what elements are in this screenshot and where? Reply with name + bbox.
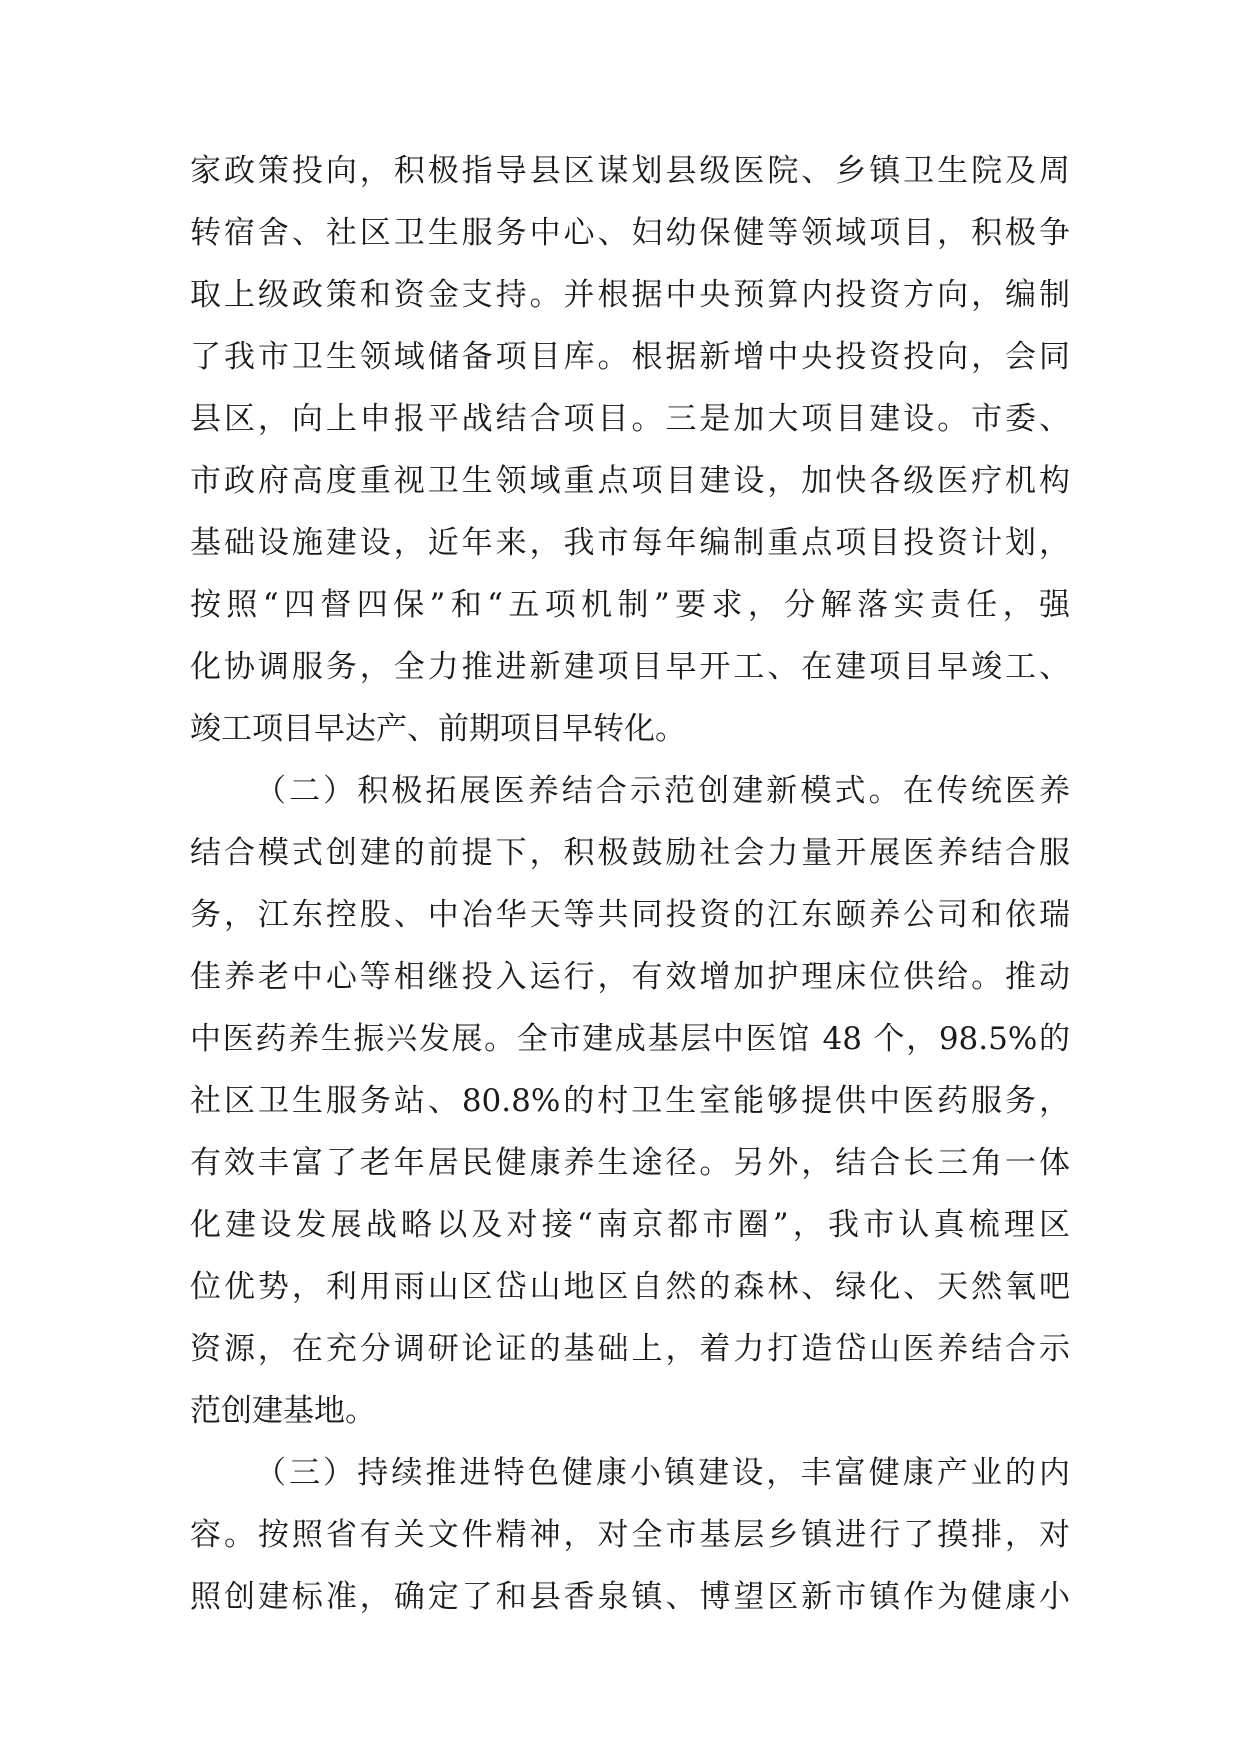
text-line: 结合模式创建的前提下，积极鼓励社会力量开展医养结合服 <box>190 835 1070 871</box>
text-line: 取上级政策和资金支持。并根据中央预算内投资方向，编制 <box>190 277 1070 313</box>
text-line: 按照“四督四保”和“五项机制”要求，分解落实责任，强 <box>190 587 1070 623</box>
text-line: 家政策投向，积极指导县区谋划县级医院、乡镇卫生院及周 <box>190 153 1070 189</box>
text-line: 务，江东控股、中冶华天等共同投资的江东颐养公司和依瑞 <box>190 897 1070 933</box>
text-line: 范创建基地。 <box>190 1393 376 1429</box>
text-line: 位优势，利用雨山区岱山地区自然的森林、绿化、天然氧吧 <box>190 1269 1070 1305</box>
text-line: 佳养老中心等相继投入运行，有效增加护理床位供给。推动 <box>190 959 1070 995</box>
section-heading-line: （二）积极拓展医养结合示范创建新模式。在传统医养 <box>255 773 1070 809</box>
text-line: 化协调服务，全力推进新建项目早开工、在建项目早竣工、 <box>190 649 1070 685</box>
text-line: 社区卫生服务站、80.8%的村卫生室能够提供中医药服务， <box>190 1083 1070 1119</box>
text-line: 市政府高度重视卫生领域重点项目建设，加快各级医疗机构 <box>190 463 1070 499</box>
text-line: 资源，在充分调研论证的基础上，着力打造岱山医养结合示 <box>190 1331 1070 1367</box>
text-line: 照创建标准，确定了和县香泉镇、博望区新市镇作为健康小 <box>190 1579 1070 1615</box>
text-line: 竣工项目早达产、前期项目早转化。 <box>190 711 686 747</box>
text-line: 基础设施建设，近年来，我市每年编制重点项目投资计划， <box>190 525 1070 561</box>
text-line: 了我市卫生领域储备项目库。根据新增中央投资投向，会同 <box>190 339 1070 375</box>
text-line: 容。按照省有关文件精神，对全市基层乡镇进行了摸排，对 <box>190 1517 1070 1553</box>
text-line: 有效丰富了老年居民健康养生途径。另外，结合长三角一体 <box>190 1145 1070 1181</box>
section-heading-line: （三）持续推进特色健康小镇建设，丰富健康产业的内 <box>255 1455 1070 1491</box>
text-line: 化建设发展战略以及对接“南京都市圈”，我市认真梳理区 <box>190 1207 1070 1243</box>
text-line: 转宿舍、社区卫生服务中心、妇幼保健等领域项目，积极争 <box>190 215 1070 251</box>
text-line: 县区，向上申报平战结合项目。三是加大项目建设。市委、 <box>190 401 1070 437</box>
text-line: 中医药养生振兴发展。全市建成基层中医馆 48 个，98.5%的 <box>190 1021 1070 1057</box>
